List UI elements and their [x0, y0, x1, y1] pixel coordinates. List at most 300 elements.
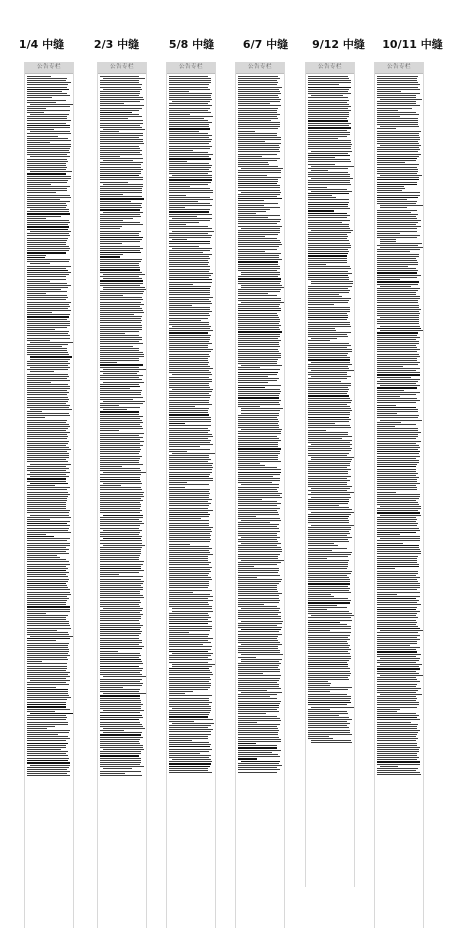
text-line: [169, 753, 200, 754]
text-line: [238, 240, 280, 241]
text-line: [100, 283, 143, 284]
text-line: [30, 483, 69, 484]
text-line: [100, 494, 143, 495]
text-line: [100, 248, 143, 249]
text-line: [30, 636, 73, 637]
text-line: [27, 190, 67, 191]
text-line: [308, 626, 351, 627]
text-line: [377, 755, 417, 756]
text-line: [100, 216, 141, 217]
text-line: [377, 704, 419, 705]
text-line: [100, 167, 141, 168]
text-line: [27, 496, 68, 497]
text-line: [238, 249, 277, 250]
text-line: [100, 456, 142, 457]
text-line: [377, 351, 417, 352]
text-line: [308, 300, 349, 301]
text-line: [100, 95, 139, 96]
text-line: [103, 89, 143, 90]
text-line: [377, 422, 401, 423]
text-line: [100, 192, 142, 193]
text-line: [169, 421, 211, 422]
text-line: [169, 192, 213, 193]
text-line: [308, 446, 350, 447]
text-line: [377, 368, 420, 369]
text-line: [308, 566, 348, 567]
text-line: [100, 82, 139, 83]
text-line: [100, 162, 143, 163]
text-line: [100, 156, 120, 157]
text-line: [169, 455, 209, 456]
text-line: [238, 618, 281, 619]
text-line: [27, 340, 50, 341]
text-line: [377, 135, 419, 136]
text-line: [308, 522, 349, 523]
text-line: [169, 299, 209, 300]
text-line: [238, 667, 278, 668]
text-line: [30, 104, 74, 105]
text-line: [308, 666, 348, 667]
text-line: [238, 623, 282, 624]
text-line: [377, 436, 418, 437]
text-line: [311, 707, 354, 708]
text-line: [308, 543, 334, 544]
text-line: [377, 390, 404, 391]
text-line: [27, 276, 66, 277]
text-line: [238, 564, 277, 565]
column-header-3: 公告专栏: [167, 62, 215, 74]
text-line: [377, 445, 419, 446]
text-line: [27, 717, 67, 718]
text-line: [238, 166, 278, 167]
text-line: [27, 201, 70, 202]
text-line: [100, 112, 132, 113]
text-line: [308, 535, 347, 536]
text-line: [308, 430, 326, 431]
text-line: [100, 433, 144, 434]
text-line: [377, 120, 418, 121]
text-line: [100, 762, 141, 763]
text-line: [238, 497, 282, 498]
text-line: [238, 95, 278, 96]
text-line: [27, 598, 69, 599]
text-line: [241, 629, 281, 630]
text-line: [169, 518, 201, 519]
text-line: [377, 162, 405, 163]
text-line: [238, 151, 280, 152]
text-line: [100, 536, 142, 537]
text-line: [377, 141, 418, 142]
text-line: [238, 472, 281, 473]
text-line: [27, 619, 66, 620]
text-line: [169, 97, 211, 98]
text-line: [27, 116, 67, 117]
text-line: [169, 358, 208, 359]
text-line: [169, 128, 210, 129]
text-line: [377, 405, 396, 406]
text-line: [169, 476, 209, 477]
text-line: [238, 110, 277, 111]
text-line: [100, 591, 140, 592]
text-line: [377, 228, 417, 229]
text-line: [238, 190, 280, 191]
column-title-1: 1/4 中缝: [18, 38, 65, 51]
text-line: [238, 255, 279, 256]
text-line: [27, 123, 66, 124]
text-line: [380, 99, 423, 100]
text-line: [169, 757, 209, 758]
text-line: [377, 600, 419, 601]
text-line: [380, 630, 424, 631]
text-line: [377, 387, 417, 388]
text-line: [377, 713, 416, 714]
text-line: [27, 498, 67, 499]
text-line: [238, 261, 278, 262]
text-line: [308, 673, 351, 674]
text-line: [241, 621, 283, 622]
text-line: [308, 533, 350, 534]
text-line: [241, 654, 284, 655]
text-line: [308, 159, 350, 160]
text-line: [100, 561, 144, 562]
text-line: [238, 505, 277, 506]
text-line: [100, 737, 143, 738]
text-line: [100, 411, 139, 412]
text-line: [308, 372, 347, 373]
text-line: [100, 661, 142, 662]
text-line: [241, 168, 284, 169]
text-line: [100, 618, 141, 619]
text-line: [100, 331, 139, 332]
text-line: [27, 553, 69, 554]
text-line: [100, 80, 139, 81]
text-line: [238, 642, 280, 643]
text-line: [238, 393, 280, 394]
text-line: [100, 441, 144, 442]
text-line: [169, 525, 209, 526]
text-line: [169, 124, 209, 125]
text-line: [308, 243, 350, 244]
text-line: [103, 78, 146, 79]
text-line: [100, 177, 143, 178]
text-line: [169, 766, 210, 767]
text-line: [169, 731, 211, 732]
text-line: [27, 102, 56, 103]
text-line: [238, 572, 278, 573]
text-line: [308, 529, 351, 530]
text-line: [238, 425, 279, 426]
text-line: [308, 322, 350, 323]
text-line: [308, 199, 349, 200]
text-line: [238, 120, 271, 121]
text-line: [27, 399, 69, 400]
text-line: [377, 577, 420, 578]
text-line: [169, 558, 208, 559]
text-line: [169, 377, 209, 378]
text-line: [100, 304, 144, 305]
text-line: [238, 631, 279, 632]
text-line: [169, 681, 209, 682]
text-line: [169, 644, 203, 645]
text-line: [238, 686, 279, 687]
text-line: [377, 492, 396, 493]
text-line: [238, 304, 280, 305]
text-line: [27, 428, 68, 429]
text-line: [27, 561, 69, 562]
text-line: [169, 133, 208, 134]
text-line: [377, 220, 421, 221]
text-line: [377, 645, 410, 646]
text-line: [308, 290, 350, 291]
text-line: [27, 634, 69, 635]
text-line: [100, 568, 141, 569]
text-line: [308, 423, 335, 424]
text-line: [377, 409, 418, 410]
text-line: [238, 501, 277, 502]
text-line: [241, 644, 283, 645]
text-line: [27, 205, 67, 206]
text-line: [169, 408, 209, 409]
column-text-1: [25, 74, 73, 776]
text-line: [238, 765, 282, 766]
text-line: [27, 112, 44, 113]
text-line: [377, 149, 420, 150]
text-line: [169, 279, 212, 280]
text-line: [377, 681, 420, 682]
text-line: [100, 375, 143, 376]
text-line: [308, 315, 348, 316]
text-line: [172, 101, 211, 102]
text-line: [238, 372, 278, 373]
text-line: [308, 421, 349, 422]
text-line: [308, 463, 350, 464]
text-line: [377, 260, 417, 261]
text-line: [377, 256, 419, 257]
text-line: [308, 702, 351, 703]
text-line: [27, 547, 66, 548]
text-line: [238, 196, 277, 197]
text-line: [308, 696, 351, 697]
text-line: [27, 394, 67, 395]
text-line: [100, 451, 140, 452]
text-line: [308, 725, 347, 726]
text-line: [238, 720, 281, 721]
text-line: [100, 407, 140, 408]
text-line: [27, 180, 68, 181]
text-line: [308, 651, 348, 652]
text-line: [100, 414, 139, 415]
text-line: [238, 756, 280, 757]
text-line: [100, 127, 142, 128]
text-line: [27, 211, 69, 212]
text-line: [30, 371, 55, 372]
text-line: [100, 188, 142, 189]
text-line: [100, 146, 139, 147]
text-line: [238, 482, 272, 483]
text-line: [377, 768, 418, 769]
text-line: [169, 623, 208, 624]
text-line: [377, 366, 403, 367]
text-line: [238, 566, 254, 567]
text-line: [308, 304, 334, 305]
text-line: [27, 715, 66, 716]
text-line: [377, 545, 419, 546]
text-line: [27, 388, 70, 389]
text-line: [169, 78, 211, 79]
text-line: [377, 604, 421, 605]
text-line: [27, 478, 66, 479]
text-line: [308, 732, 350, 733]
text-line: [311, 95, 344, 96]
text-line: [308, 455, 347, 456]
text-line: [238, 518, 280, 519]
text-line: [380, 126, 420, 127]
text-line: [238, 325, 281, 326]
text-line: [308, 400, 352, 401]
text-line: [308, 727, 349, 728]
text-line: [308, 482, 347, 483]
text-line: [100, 394, 141, 395]
text-line: [27, 224, 68, 225]
text-line: [27, 312, 52, 313]
text-line: [27, 274, 69, 275]
text-line: [377, 95, 416, 96]
text-line: [169, 573, 209, 574]
text-line: [27, 528, 69, 529]
text-line: [238, 344, 279, 345]
text-line: [27, 430, 66, 431]
text-line: [377, 673, 419, 674]
text-line: [103, 676, 146, 677]
text-line: [238, 436, 277, 437]
text-line: [308, 404, 347, 405]
text-line: [238, 444, 278, 445]
text-line: [27, 133, 71, 134]
text-line: [169, 768, 208, 769]
text-line: [377, 186, 404, 187]
text-line: [27, 649, 69, 650]
text-line: [377, 156, 419, 157]
text-line: [169, 527, 213, 528]
text-line: [308, 700, 350, 701]
text-line: [169, 714, 209, 715]
text-line: [27, 411, 42, 412]
text-line: [27, 235, 70, 236]
text-line: [238, 610, 279, 611]
text-line: [377, 173, 417, 174]
text-line: [27, 545, 70, 546]
text-line: [169, 286, 211, 287]
text-line: [27, 538, 70, 539]
text-line: [308, 425, 350, 426]
text-line: [27, 693, 68, 694]
text-line: [238, 673, 263, 674]
text-line: [103, 409, 127, 410]
text-line: [238, 583, 279, 584]
text-line: [238, 321, 280, 322]
text-line: [377, 602, 417, 603]
text-line: [380, 379, 420, 380]
text-line: [308, 298, 351, 299]
text-line: [169, 598, 208, 599]
text-line: [377, 349, 420, 350]
text-line: [377, 473, 418, 474]
text-line: [377, 413, 397, 414]
text-line: [100, 190, 142, 191]
text-line: [169, 120, 208, 121]
text-line: [169, 562, 211, 563]
text-line: [377, 233, 400, 234]
text-line: [100, 722, 140, 723]
text-line: [169, 379, 212, 380]
text-line: [377, 449, 418, 450]
text-line: [169, 332, 208, 333]
text-line: [308, 240, 349, 241]
text-line: [100, 775, 142, 776]
text-line: [27, 611, 70, 612]
text-line: [238, 162, 268, 163]
text-line: [169, 642, 211, 643]
text-line: [238, 614, 278, 615]
text-line: [377, 521, 416, 522]
text-line: [238, 97, 279, 98]
text-line: [308, 617, 351, 618]
text-line: [169, 266, 210, 267]
text-line: [169, 630, 210, 631]
text-line: [238, 369, 280, 370]
text-line: [238, 705, 279, 706]
text-line: [27, 226, 69, 227]
text-line: [238, 718, 280, 719]
text-line: [377, 724, 418, 725]
text-line: [380, 317, 420, 318]
text-line: [100, 489, 142, 490]
text-line: [100, 390, 142, 391]
text-line: [377, 451, 420, 452]
text-line: [238, 114, 280, 115]
text-line: [377, 637, 417, 638]
text-line: [100, 460, 139, 461]
text-line: [308, 664, 348, 665]
text-line: [27, 523, 67, 524]
text-line: [308, 628, 351, 629]
text-line: [27, 455, 69, 456]
text-line: [308, 590, 349, 591]
text-line: [27, 453, 69, 454]
text-line: [380, 664, 422, 665]
text-line: [308, 412, 350, 413]
text-line: [27, 346, 62, 347]
text-line: [169, 188, 210, 189]
text-line: [238, 568, 279, 569]
text-line: [172, 248, 212, 249]
text-line: [238, 122, 280, 123]
text-line: [308, 355, 347, 356]
text-line: [308, 245, 351, 246]
text-line: [308, 568, 347, 569]
text-line: [27, 213, 70, 214]
text-line: [238, 143, 281, 144]
text-line: [169, 264, 208, 265]
text-line: [377, 611, 420, 612]
text-line: [100, 241, 140, 242]
text-line: [27, 568, 68, 569]
text-line: [100, 133, 143, 134]
text-line: [377, 270, 418, 271]
text-line: [169, 313, 209, 314]
text-line: [377, 160, 416, 161]
text-line: [27, 268, 66, 269]
